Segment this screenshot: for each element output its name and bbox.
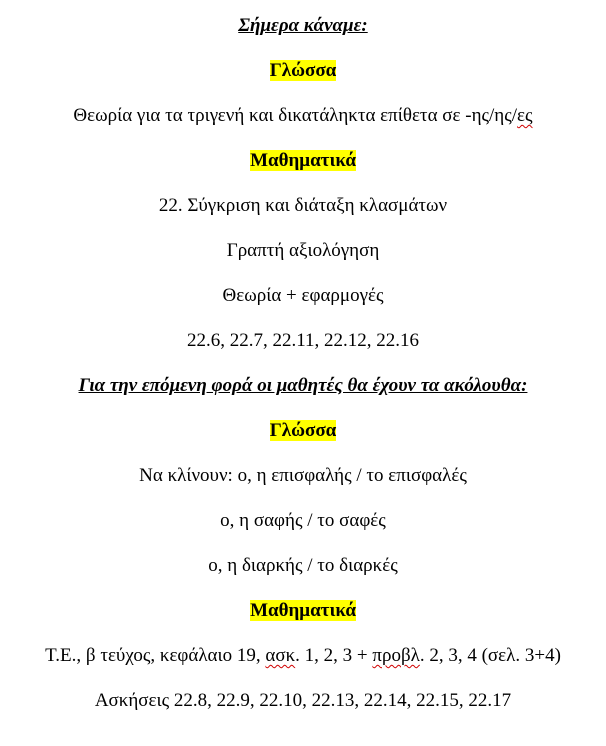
next-math-workbook xyxy=(0,644,606,668)
next-language-decline-1: Να κλίνουν: ο, η επισφαλής / το επισφαλές xyxy=(139,465,467,486)
next-time-heading: Για την επόμενη φορά οι μαθητές θα έχουν τα ακόλουθα: xyxy=(78,375,528,396)
today-math-lesson: 22. Σύγκριση και διάταξη κλασμάτων xyxy=(158,195,448,216)
workbook-text: Τ.Ε., β τεύχος, κεφάλαιο 19, xyxy=(45,645,266,666)
today-language-theory xyxy=(0,104,606,128)
theory-text: Θεωρία για τα τριγενή και δικατάληκτα επίθετα σε -ης/ης/ xyxy=(73,105,518,126)
subject-highlight: Γλώσσα xyxy=(269,60,337,81)
next-language-decline-3: ο, η διαρκής / το διαρκές xyxy=(208,555,398,576)
next-language-subject xyxy=(0,419,606,443)
today-heading: Σήμερα κάναμε: xyxy=(238,15,368,36)
spellcheck-word: ες xyxy=(517,105,533,126)
next-math-exercises: Ασκήσεις 22.8, 22.9, 22.10, 22.13, 22.14, 22.15, 22.17 xyxy=(94,690,512,711)
today-language-subject xyxy=(0,59,606,83)
today-math-assessment: Γραπτή αξιολόγηση xyxy=(226,240,380,261)
today-math-theory: Θεωρία + εφαρμογές xyxy=(222,285,384,306)
workbook-text: . 1, 2, 3 + xyxy=(295,645,373,666)
next-language-decline-2: ο, η σαφής / το σαφές xyxy=(220,510,386,531)
subject-highlight: Μαθηματικά xyxy=(250,150,356,171)
today-math-subject xyxy=(0,149,606,173)
workbook-text: . 2, 3, 4 (σελ. 3+4) xyxy=(419,645,561,666)
spellcheck-word: προβλ xyxy=(372,645,420,666)
next-math-subject xyxy=(0,599,606,623)
subject-highlight: Γλώσσα xyxy=(269,420,337,441)
today-math-exercises: 22.6, 22.7, 22.11, 22.12, 22.16 xyxy=(186,330,420,351)
spellcheck-word: ασκ xyxy=(265,645,296,666)
subject-highlight: Μαθηματικά xyxy=(250,600,356,621)
